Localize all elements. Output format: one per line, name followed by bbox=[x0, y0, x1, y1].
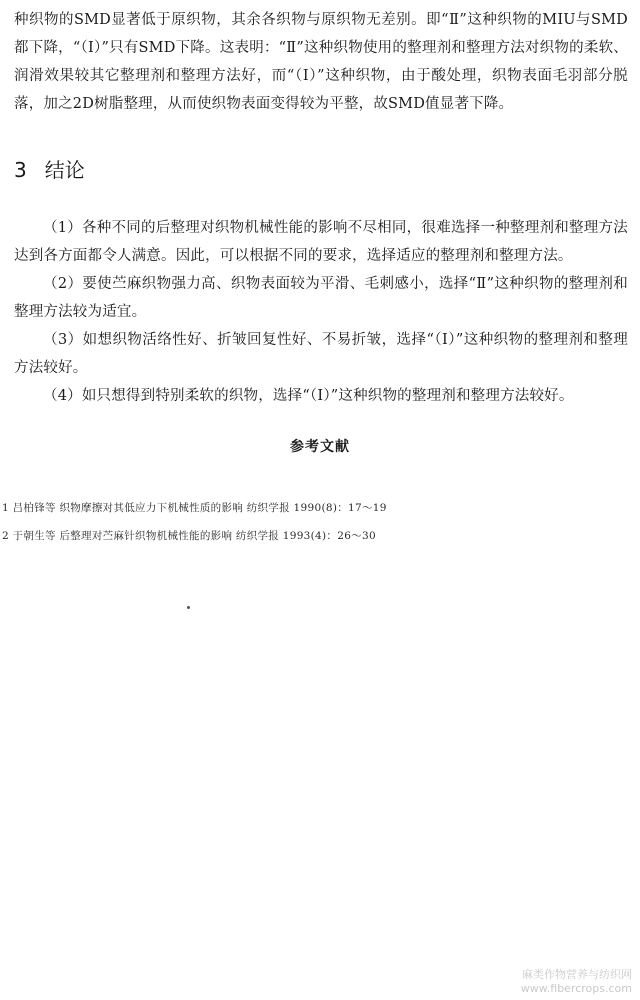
watermark bbox=[521, 968, 632, 996]
section-title: 结论 bbox=[44, 158, 85, 182]
section-heading bbox=[14, 156, 85, 184]
references-list bbox=[2, 494, 632, 550]
intro-paragraph: 种织物的SMD显著低于原织物，其余各织物与原织物无差别。即“Ⅱ”这种织物的MIU与SMD都下降，“（Ⅰ）”只有SMD下降。这表明：“Ⅱ”这种织物使用的整理剂和整理方法对织物的柔软、润滑效果较其它整理剂和整理方法好，而“（Ⅰ）”这种织物，由于酸处理，织物表面毛羽部分脱落，加之2D树脂整理，从而使织物表面变得较为平整，故SMD值显著下降。 bbox=[14, 12, 628, 112]
watermark-url: www.fibercrops.com bbox=[520, 982, 632, 995]
conclusions-list bbox=[14, 214, 628, 410]
watermark-name: 麻类作物营养与纺织网 bbox=[522, 968, 632, 981]
reference-item: 2 于朝生等 后整理对苎麻针织物机械性能的影响 纺织学报 1993(4)：26～30 bbox=[2, 530, 376, 542]
conclusion-item: （2）要使苎麻织物强力高、织物表面较为平滑、毛刺感小，选择“Ⅱ”这种织物的整理剂和整理方法较为适宜。 bbox=[14, 276, 628, 320]
conclusion-item: （3）如想织物活络性好、折皱回复性好、不易折皱，选择“（Ⅰ）”这种织物的整理剂和整理方法较好。 bbox=[14, 332, 628, 376]
section-number: 3 bbox=[14, 158, 27, 182]
references-title: 参考文献 bbox=[290, 439, 350, 455]
conclusion-item: （4）如只想得到特别柔软的织物，选择“（Ⅰ）”这种织物的整理剂和整理方法较好。 bbox=[43, 388, 574, 404]
reference-item: 1 吕柏锋等 织物摩擦对其低应力下机械性质的影响 纺织学报 1990(8)：17～19 bbox=[2, 502, 387, 514]
scan-speck bbox=[187, 606, 190, 609]
conclusion-item: （1）各种不同的后整理对织物机械性能的影响不尽相同，很难选择一种整理剂和整理方法达到各方面都令人满意。因此，可以根据不同的要求，选择适应的整理剂和整理方法。 bbox=[14, 220, 628, 264]
